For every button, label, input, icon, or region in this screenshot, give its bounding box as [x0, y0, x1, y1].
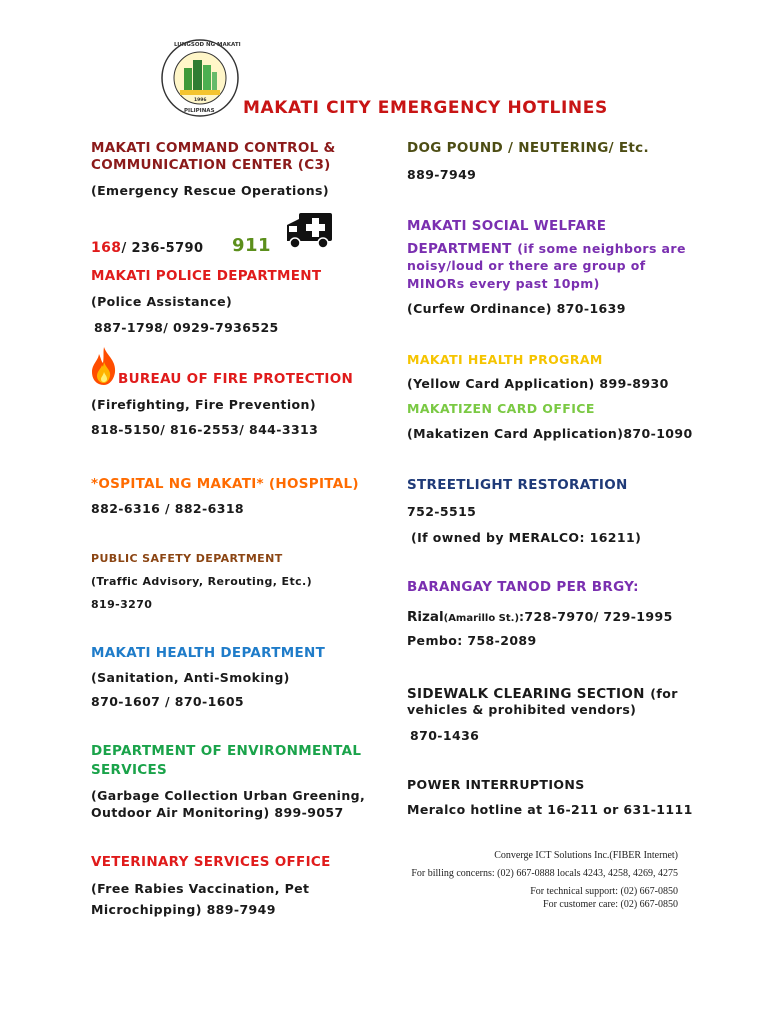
welfare-heading-line1: MAKATI SOCIAL WELFARE [407, 218, 607, 234]
c3-hotline-168[interactable]: 168 [91, 240, 122, 256]
safety-numbers[interactable]: 819-3270 [91, 598, 153, 611]
sidewalk-heading-for: (for [650, 686, 678, 701]
c3-heading-line1: MAKATI COMMAND CONTROL & [91, 140, 336, 156]
hospital-heading: *OSPITAL NG MAKATI* (HOSPITAL) [91, 476, 359, 492]
converge-line3: For technical support: (02) 667-0850 [530, 886, 678, 897]
logo-year: 1996 [194, 98, 207, 103]
tanod-rizal-street: (Amarillo St.) [443, 613, 520, 624]
converge-line1: Converge ICT Solutions Inc.(FIBER Internet) [494, 850, 678, 861]
power-line[interactable]: Meralco hotline at 16-211 or 631-1111 [407, 802, 693, 817]
fire-heading: BUREAU OF FIRE PROTECTION [118, 371, 354, 387]
sidewalk-heading: SIDEWALK CLEARING SECTION [407, 686, 645, 702]
c3-hotline-landline[interactable]: / 236-5790 [121, 241, 204, 256]
c3-hotline[interactable] [91, 240, 203, 256]
hospital-numbers[interactable]: 882-6316 / 882-6318 [91, 501, 245, 516]
ambulance-icon [285, 211, 333, 249]
welfare-heading-line2 [407, 238, 686, 257]
police-description: (Police Assistance) [91, 294, 233, 309]
safety-description: (Traffic Advisory, Rerouting, Etc.) [91, 575, 313, 588]
vet-description-line2[interactable]: Microchipping) 889-7949 [91, 902, 276, 917]
c3-heading-line2: COMMUNICATION CENTER (C3) [91, 157, 331, 173]
converge-line2: For billing concerns: (02) 667-0888 locals 4243, 4258, 4269, 4275 [411, 868, 678, 879]
environment-description-line2[interactable]: Outdoor Air Monitoring) 899-9057 [91, 805, 344, 820]
sidewalk-heading-line1 [407, 683, 678, 702]
safety-heading: PUBLIC SAFETY DEPARTMENT [91, 552, 283, 565]
environment-heading-line1: DEPARTMENT OF ENVIRONMENTAL [91, 743, 362, 759]
vet-heading: VETERINARY SERVICES OFFICE [91, 854, 331, 870]
streetlight-note: (If owned by MERALCO: 16211) [411, 530, 642, 545]
dog-pound-heading: DOG POUND / NEUTERING/ Etc. [407, 140, 649, 156]
emergency-911[interactable]: 911 [232, 235, 272, 256]
fire-numbers[interactable]: 818-5150/ 816-2553/ 844-3313 [91, 422, 319, 437]
streetlight-numbers[interactable]: 752-5515 [407, 504, 477, 519]
vet-description-line1: (Free Rabies Vaccination, Pet [91, 881, 310, 896]
fire-icon [89, 346, 119, 386]
makatizen-description[interactable]: (Makatizen Card Application)870-1090 [407, 426, 693, 441]
police-numbers[interactable]: 887-1798/ 0929-7936525 [94, 320, 279, 335]
environment-description-line1: (Garbage Collection Urban Greening, [91, 788, 366, 803]
sidewalk-numbers[interactable]: 870-1436 [410, 728, 480, 743]
c3-description: (Emergency Rescue Operations) [91, 183, 329, 198]
fire-description: (Firefighting, Fire Prevention) [91, 397, 316, 412]
tanod-rizal-numbers[interactable]: :728-7970/ 729-1995 [519, 609, 673, 624]
tanod-rizal[interactable] [407, 606, 673, 625]
environment-heading-line2: SERVICES [91, 762, 168, 778]
welfare-heading-department: DEPARTMENT [407, 241, 512, 257]
health-program-description[interactable]: (Yellow Card Application) 899-8930 [407, 376, 669, 391]
welfare-note-line2: noisy/loud or there are group of [407, 258, 646, 273]
makatizen-heading: MAKATIZEN CARD OFFICE [407, 401, 595, 416]
power-heading: POWER INTERRUPTIONS [407, 777, 585, 792]
tanod-rizal-label: Rizal [407, 609, 444, 625]
dog-pound-numbers[interactable]: 889-7949 [407, 167, 477, 182]
tanod-heading: BARANGAY TANOD PER BRGY: [407, 579, 639, 595]
health-program-heading: MAKATI HEALTH PROGRAM [407, 352, 603, 367]
tanod-pembo[interactable]: Pembo: 758-2089 [407, 633, 537, 648]
health-dept-description: (Sanitation, Anti-Smoking) [91, 670, 290, 685]
health-dept-heading: MAKATI HEALTH DEPARTMENT [91, 645, 326, 661]
logo-ring-text-bottom: PILIPINAS [184, 108, 215, 114]
welfare-description[interactable]: (Curfew Ordinance) 870-1639 [407, 301, 626, 316]
health-dept-numbers[interactable]: 870-1607 / 870-1605 [91, 694, 245, 709]
welfare-note-line1: (if some neighbors are [517, 241, 686, 256]
streetlight-heading: STREETLIGHT RESTORATION [407, 477, 628, 493]
page-title: MAKATI CITY EMERGENCY HOTLINES [243, 98, 608, 118]
converge-line4: For customer care: (02) 667-0850 [543, 899, 678, 910]
welfare-note-line3: MINORs every past 10pm) [407, 276, 600, 291]
police-heading: MAKATI POLICE DEPARTMENT [91, 268, 322, 284]
sidewalk-heading-line2: vehicles & prohibited vendors) [407, 702, 637, 717]
makati-city-seal-logo [160, 38, 240, 118]
logo-ring-text-top: LUNGSOD NG MAKATI [174, 42, 241, 48]
